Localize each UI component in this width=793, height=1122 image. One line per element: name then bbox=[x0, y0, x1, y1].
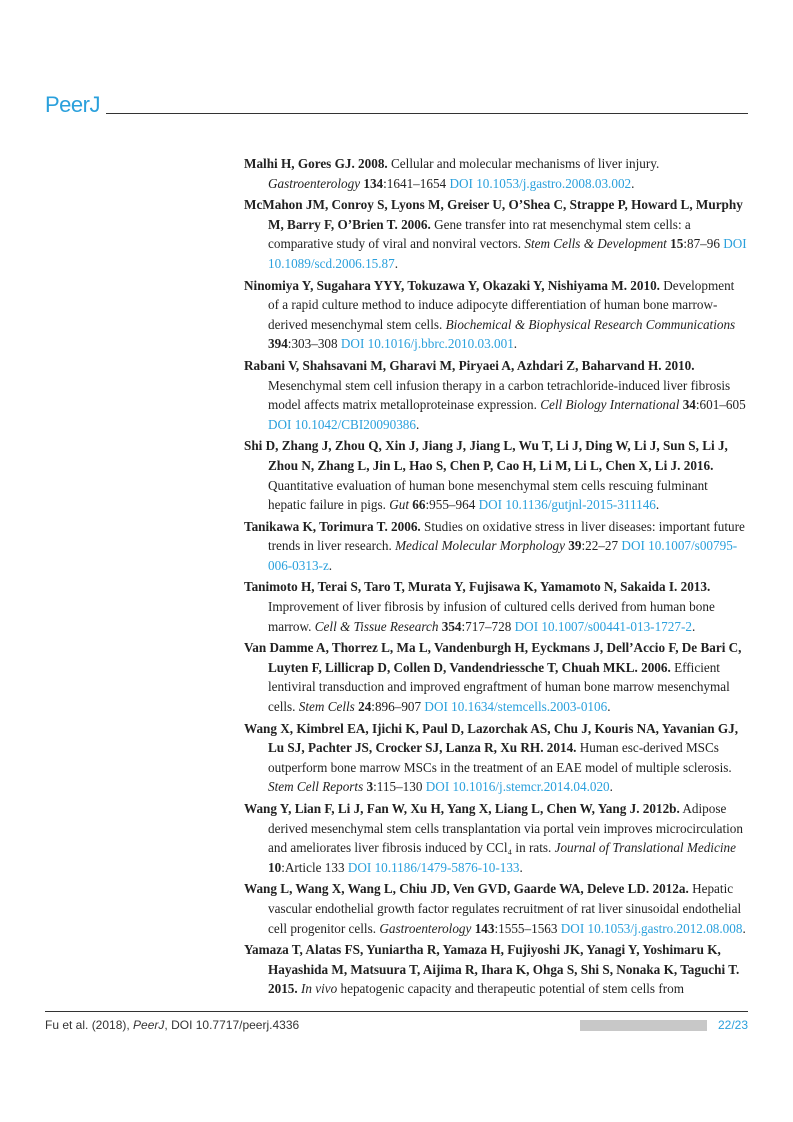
ref-journal: Gastroenterology bbox=[268, 175, 361, 191]
reference-item bbox=[244, 195, 748, 273]
reference-list bbox=[244, 154, 748, 1001]
ref-journal: Cell Biology International bbox=[540, 397, 680, 413]
ref-doi-link[interactable]: DOI 10.1634/stemcells.2003-0106 bbox=[424, 699, 608, 715]
page-number: 22/23 bbox=[717, 1018, 748, 1032]
ref-title: Efficient lentiviral transduction and improved engraftment of human bone marrow mesenchymal cells. bbox=[268, 659, 730, 715]
ref-end: . bbox=[742, 920, 746, 936]
ref-title: hepatogenic capacity and therapeutic potential of stem cells from bbox=[337, 981, 684, 997]
ref-end: . bbox=[519, 859, 523, 875]
ref-pages: :1555–1563 bbox=[494, 920, 561, 936]
reference-item bbox=[244, 638, 748, 716]
reference-item bbox=[244, 356, 748, 434]
ref-journal: Biochemical & Biophysical Research Communications bbox=[445, 316, 736, 332]
ref-journal: Stem Cells & Development bbox=[524, 236, 667, 252]
ref-authors: Wang Y, Lian F, Li J, Fan W, Xu H, Yang X, Liang L, Chen W, Yang J. 2012b. bbox=[244, 801, 680, 816]
ref-doi-link[interactable]: DOI 10.1016/j.stemcr.2014.04.020 bbox=[425, 779, 610, 795]
ref-end: . bbox=[609, 779, 613, 795]
ref-doi-link[interactable]: DOI 10.1053/j.gastro.2012.08.008 bbox=[560, 920, 743, 936]
ref-volume: 354 bbox=[438, 618, 462, 634]
ref-end: . bbox=[655, 497, 660, 513]
ref-pages: :87–96 bbox=[683, 236, 724, 252]
ref-authors: Van Damme A, Thorrez L, Ma L, Vandenburgh H, Eyckmans J, Dell’Accio F, De Bari C, Luyten F, Lillicrap D, Collen D, Vandendriessche T, Chuah MKL. 2006. bbox=[244, 640, 742, 675]
ref-doi-link[interactable]: DOI 10.1016/j.bbrc.2010.03.001 bbox=[340, 336, 514, 352]
ref-authors: Shi D, Zhang J, Zhou Q, Xin J, Jiang J, Jiang L, Wu T, Li J, Ding W, Li J, Sun S, Li J, Zhou N, Zhang L, Jin L, Hao S, Chen P, Cao H, Li M, Li L, Chen X, Li J. 2016. bbox=[244, 438, 728, 473]
ref-doi-link[interactable]: DOI 10.1007/s00441-013-1727-2 bbox=[514, 618, 692, 634]
footer-rule bbox=[45, 1011, 748, 1012]
ref-authors: Rabani V, Shahsavani M, Gharavi M, Piryaei A, Azhdari Z, Baharvand H. 2010. bbox=[244, 357, 695, 373]
ref-doi-link[interactable]: DOI 10.1007/s00795-006-0313-z bbox=[268, 538, 738, 573]
ref-end: . bbox=[691, 618, 696, 634]
ref-doi-link[interactable]: DOI 10.1136/gutjnl-2015-311146 bbox=[478, 497, 656, 513]
ref-pages: :717–728 bbox=[461, 618, 515, 634]
ref-volume: 10 bbox=[268, 859, 282, 875]
ref-pages: :601–605 bbox=[695, 397, 746, 413]
ref-end: . bbox=[416, 416, 420, 432]
ref-authors: Tanimoto H, Terai S, Taro T, Murata Y, Fujisawa K, Yamamoto N, Sakaida I. 2013. bbox=[244, 579, 711, 595]
ref-title: Human esc-derived MSCs outperform bone marrow MSCs in the treatment of an EAE model of multiple sclerosis. bbox=[268, 740, 732, 775]
ref-authors: Wang X, Kimbrel EA, Ijichi K, Paul D, Lazorchak AS, Chu J, Kouris NA, Yavanian GJ, Lu SJ, Pachter JS, Crocker SJ, Lanza R, Xu RH. 2014. bbox=[244, 720, 738, 756]
ref-title: Adipose derived mesenchymal stem cells transplantation via portal vein improves microcirculation and ameliorates liver fibrosis induced by CCl₄ in rats. bbox=[268, 801, 743, 856]
ref-authors: Yamaza T, Alatas FS, Yuniartha R, Yamaza H, Fujiyoshi JK, Yanagi Y, Yoshimaru K, Hayashida M, Matsuura T, Aijima R, Ihara K, Ohga S, Shi S, Nonaka K, Taguchi T. 2015. bbox=[244, 942, 740, 997]
ref-doi-link[interactable]: DOI 10.1042/CBI20090386 bbox=[268, 416, 416, 432]
ref-title: Cellular and molecular mechanisms of liver injury. bbox=[387, 156, 660, 171]
reference-item bbox=[244, 517, 748, 576]
ref-pages: :1641–1654 bbox=[383, 175, 450, 191]
ref-title: Quantitative evaluation of human bone mesenchymal stem cells rescuing fulminant hepatic failure in pigs. bbox=[268, 477, 708, 513]
reference-item bbox=[244, 719, 748, 797]
ref-authors: McMahon JM, Conroy S, Lyons M, Greiser U, O’Shea C, Strappe P, Howard L, Murphy M, Barry F, O’Brien T. 2006. bbox=[244, 197, 743, 232]
ref-volume: 15 bbox=[666, 236, 684, 252]
ref-pages: :303–308 bbox=[287, 336, 341, 352]
ref-journal: Journal of Translational Medicine bbox=[554, 840, 736, 856]
ref-journal: Stem Cells bbox=[298, 699, 355, 715]
ref-title: Studies on oxidative stress in liver diseases: important future trends in liver research. bbox=[268, 518, 745, 554]
ref-end: . bbox=[513, 336, 518, 352]
reference-item bbox=[244, 577, 748, 636]
ref-volume: 134 bbox=[360, 175, 384, 191]
ref-end: . bbox=[328, 557, 333, 573]
ref-pages: :896–907 bbox=[371, 699, 425, 715]
ref-doi-link[interactable]: DOI 10.1186/1479-5876-10-133 bbox=[347, 859, 520, 875]
page-progress-bar bbox=[580, 1020, 707, 1031]
ref-authors: Tanikawa K, Torimura T. 2006. bbox=[244, 518, 421, 534]
footer-citation-journal: PeerJ bbox=[133, 1018, 165, 1032]
ref-volume: 24 bbox=[354, 699, 372, 715]
ref-doi-link[interactable]: DOI 10.1053/j.gastro.2008.03.002 bbox=[449, 175, 632, 191]
ref-volume: 66 bbox=[409, 497, 426, 513]
ref-authors: Malhi H, Gores GJ. 2008. bbox=[244, 156, 388, 171]
ref-title: Hepatic vascular endothelial growth factor regulates recruitment of rat liver sinusoidal endothelial cell progenitor cells. bbox=[268, 881, 742, 936]
ref-title: Gene transfer into rat mesenchymal stem cells: a comparative study of viral and nonviral vectors. bbox=[268, 216, 691, 252]
ref-pages: :22–27 bbox=[581, 538, 622, 554]
journal-logo: PeerJ bbox=[45, 92, 100, 117]
ref-pages: :115–130 bbox=[373, 779, 426, 795]
reference-item bbox=[244, 799, 748, 877]
ref-journal: Stem Cell Reports bbox=[268, 779, 364, 795]
ref-journal: Gut bbox=[389, 497, 409, 513]
ref-end: . bbox=[394, 255, 399, 271]
ref-authors: Wang L, Wang X, Wang L, Chiu JD, Ven GVD, Gaarde WA, Deleve LD. 2012a. bbox=[244, 881, 689, 897]
ref-volume: 143 bbox=[471, 920, 495, 936]
ref-pages: :Article 133 bbox=[281, 859, 348, 875]
ref-journal: Gastroenterology bbox=[379, 920, 472, 936]
ref-title: Development of a rapid culture method to induce adipocyte differentiation of human bone marrow-derived mesenchymal stem cells. bbox=[268, 277, 735, 332]
ref-doi-link[interactable]: DOI 10.1089/scd.2006.15.87 bbox=[268, 236, 747, 271]
ref-authors: Ninomiya Y, Sugahara YYY, Tokuzawa Y, Okazaki Y, Nishiyama M. 2010. bbox=[244, 277, 660, 293]
ref-title: Improvement of liver fibrosis by infusion of cultured cells derived from human bone marrow. bbox=[268, 599, 715, 634]
ref-volume: 39 bbox=[565, 538, 582, 554]
reference-item bbox=[244, 276, 748, 354]
reference-item bbox=[244, 879, 748, 938]
ref-pages: :955–964 bbox=[425, 497, 479, 513]
reference-item bbox=[244, 154, 748, 193]
ref-journal: Cell & Tissue Research bbox=[314, 618, 439, 634]
ref-end: . bbox=[631, 175, 635, 191]
ref-volume: 3 bbox=[363, 779, 374, 795]
reference-item bbox=[244, 436, 748, 514]
ref-volume: 34 bbox=[679, 397, 696, 413]
ref-volume: 394 bbox=[268, 336, 288, 352]
reference-item bbox=[244, 940, 748, 999]
header-rule bbox=[106, 113, 748, 114]
footer-citation bbox=[45, 1018, 299, 1032]
ref-title-italic: In vivo bbox=[300, 981, 338, 997]
ref-title: Mesenchymal stem cell infusion therapy in a carbon tetrachloride-induced liver fibrosis model affects matrix metalloproteinase expression. bbox=[268, 377, 731, 413]
ref-journal: Medical Molecular Morphology bbox=[395, 538, 565, 554]
footer-citation-prefix: Fu et al. (2018), bbox=[45, 1018, 134, 1032]
footer-citation-doi: , DOI 10.7717/peerj.4336 bbox=[164, 1018, 300, 1032]
ref-end: . bbox=[607, 699, 611, 715]
